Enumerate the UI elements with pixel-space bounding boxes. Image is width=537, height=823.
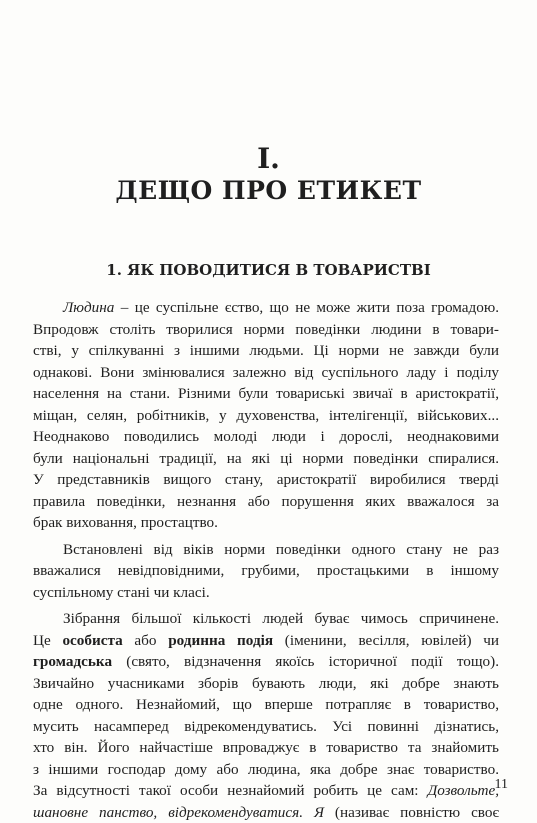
italic-phrase: Дозвольте, bbox=[428, 782, 499, 799]
paragraph-1-line: населення на стани. Різними були товариські звичаї в аристократії, bbox=[33, 383, 499, 405]
paragraph-3-line: мусить насамперед відрекомендуватись. Усі повинні дізнатись, bbox=[33, 716, 499, 738]
paragraph-3-line: Це особиста або родинна подія (іменини, весілля, ювілей) чи bbox=[33, 630, 499, 652]
paragraph-1-line: Впродовж століть творилися норми поведінки людини в товари- bbox=[33, 319, 499, 341]
paragraph-2-line: суспільному стані чи класі. bbox=[33, 582, 499, 604]
paragraph-1-line: брак виховання, простацтво. bbox=[33, 512, 499, 534]
paragraph-1-line: У представників вищого стану, аристократії виробилися тверді bbox=[33, 469, 499, 491]
italic-term: Людина bbox=[63, 299, 114, 316]
chapter-number: I. bbox=[0, 143, 537, 175]
paragraph-3-line: громадська (свято, відзначення якоїсь історичної події тощо). bbox=[33, 651, 499, 673]
paragraph-3-line: хто він. Його найчастіше впроваджує в товариство та знайомить bbox=[33, 737, 499, 759]
bold-term: громадська bbox=[33, 653, 112, 670]
paragraph-3-line: шановне панство, відрекомендуватися. Я (називає повністю своє bbox=[33, 802, 499, 823]
paragraph-1-line: були національні традиції, на які ці норми поведінки спиралися. bbox=[33, 448, 499, 470]
paragraph-1-line: Людина – це суспільне єство, що не може жити поза громадою. bbox=[33, 297, 499, 319]
paragraph-1-line: однакові. Вони змінювалися залежно від суспільного ладу і поділу bbox=[33, 362, 499, 384]
section-title: 1. ЯК ПОВОДИТИСЯ В ТОВАРИСТВІ bbox=[0, 260, 537, 280]
paragraph-2-line: вважалися невідповідними, грубими, простацькими в іншому bbox=[33, 560, 499, 582]
paragraph-3-line: з іншими господар дому або людина, яка добре знає товариство. bbox=[33, 759, 499, 781]
paragraph-1-line: міщан, селян, робітників, у духовенства, інтелігенції, військових... bbox=[33, 405, 499, 427]
paragraph-1-line: Неоднаково поводились молоді люди і дорослі, неоднаковими bbox=[33, 426, 499, 448]
bold-term: особиста bbox=[62, 632, 122, 649]
page-number: 11 bbox=[468, 777, 508, 793]
paragraph-3-line: одне одного. Незнайомий, що вперше потрапляє в товариство, bbox=[33, 694, 499, 716]
chapter-title: ДЕЩО ПРО ЕТИКЕТ bbox=[0, 175, 537, 207]
paragraph-3-line: Звичайно учасниками зборів бувають люди, які добре знають bbox=[33, 673, 499, 695]
paragraph-1-line: стві, у спілкуванні з іншими людьми. Ці норми не завжди були bbox=[33, 340, 499, 362]
paragraph-2-line: Встановлені від віків норми поведінки одного стану не раз bbox=[33, 539, 499, 561]
italic-phrase: шановне панство, відрекомендуватися. Я bbox=[33, 804, 324, 821]
bold-term: родинна подія bbox=[168, 632, 273, 649]
paragraph-3-line: Зібрання більшої кількості людей буває чимось спричинене. bbox=[33, 608, 499, 630]
paragraph-1-line: правила поведінки, незнання або порушення яких вважалося за bbox=[33, 491, 499, 513]
body-text bbox=[33, 297, 499, 823]
paragraph-3-line: За відсутності такої особи незнайомий робить це сам: Дозвольте, bbox=[33, 780, 499, 802]
